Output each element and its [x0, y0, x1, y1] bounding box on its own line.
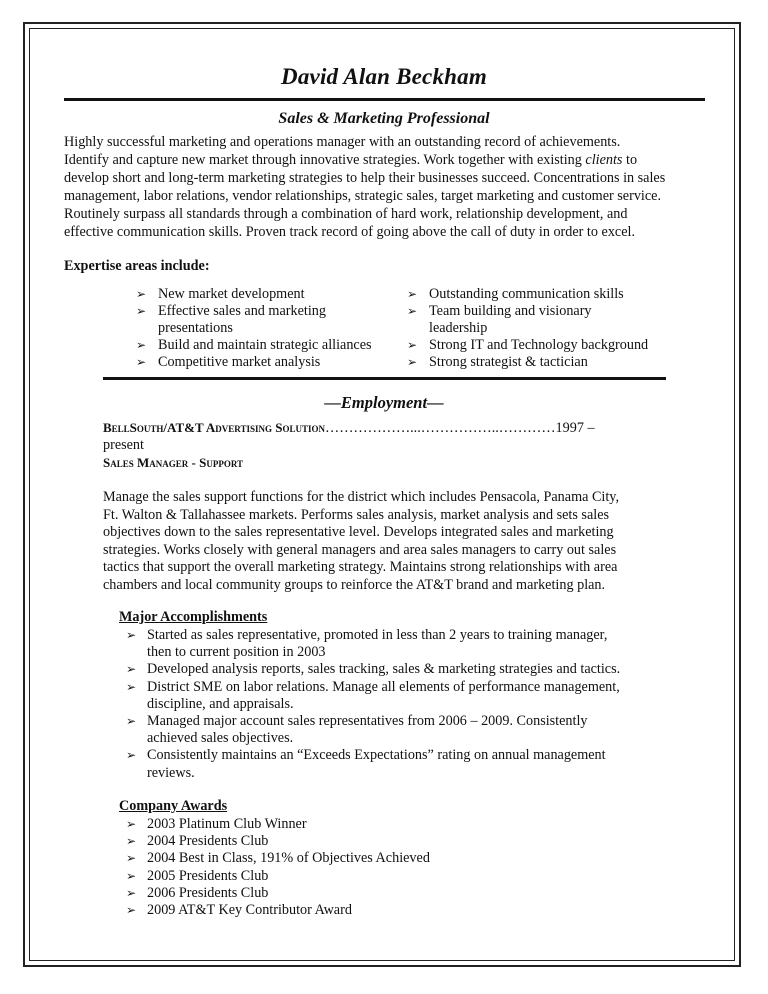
bullet-arrow-icon: ➢	[126, 679, 137, 694]
bullet-arrow-icon: ➢	[407, 355, 418, 369]
list-item: ➢ 2005 Presidents Club	[126, 867, 269, 884]
bullet-arrow-icon: ➢	[126, 662, 137, 677]
list-item: ➢ 2006 Presidents Club	[126, 884, 269, 901]
bullet-arrow-icon: ➢	[126, 868, 137, 883]
job-header	[103, 419, 683, 471]
job-description: Manage the sales support functions for the district which includes Pensacola, Panama City, Ft. Walton & Tallahassee markets. Performs sales analysis, market analysis and sets sales objectives down to the sales representative level. Develops integrated sales and marketing strategies. Works closely with general managers and area sales managers to carry out sales tactics that support the overall marketing strategy. Maintains strong relationships with area chambers and local community groups to reinforce the AT&T brand and marketing plan.	[103, 489, 620, 593]
bullet-arrow-icon: ➢	[126, 851, 137, 866]
summary-line: Routinely surpass all standards through a combination of hard work, relationship development, and	[64, 206, 628, 222]
list-item: ➢ Team building and visionary leadership	[407, 303, 592, 336]
list-item: ➢ Strong IT and Technology background	[407, 337, 649, 353]
bullet-arrow-icon: ➢	[126, 834, 137, 849]
list-item: ➢ Developed analysis reports, sales tracking, sales & marketing strategies and tactics.	[126, 661, 621, 678]
bullet-arrow-icon: ➢	[136, 304, 147, 318]
job-dates-end: present	[103, 437, 144, 453]
list-item: ➢ Effective sales and marketing presentations	[136, 303, 326, 336]
list-item: ➢ Strong strategist & tactician	[407, 354, 588, 370]
list-item: ➢ Build and maintain strategic alliances	[136, 337, 372, 353]
expertise-list-left	[136, 286, 396, 371]
resume-name: David Alan Beckham	[281, 64, 487, 89]
list-item: ➢ Outstanding communication skills	[407, 286, 624, 302]
employment-heading: —Employment—	[324, 393, 444, 412]
list-item: ➢ 2003 Platinum Club Winner	[126, 816, 307, 832]
summary-line: Highly successful marketing and operations manager with an outstanding record of achievements.	[64, 134, 621, 150]
list-item: ➢ 2009 AT&T Key Contributor Award	[126, 902, 352, 919]
bullet-arrow-icon: ➢	[407, 287, 418, 301]
summary-line: Identify and capture new market through innovative strategies. Work together with existing clients to	[64, 152, 638, 168]
awards-list	[119, 816, 539, 919]
bullet-arrow-icon: ➢	[126, 714, 137, 729]
bullet-arrow-icon: ➢	[407, 338, 418, 352]
job-dates: 1997 –	[555, 420, 595, 436]
bullet-arrow-icon: ➢	[136, 355, 147, 369]
summary-paragraph	[64, 133, 714, 241]
bullet-arrow-icon: ➢	[136, 287, 147, 301]
bullet-arrow-icon: ➢	[136, 338, 147, 352]
list-item: ➢ New market development	[136, 286, 305, 302]
expertise-heading: Expertise areas include:	[64, 258, 210, 274]
accomplishments-list	[119, 627, 679, 782]
job-title: Sales Manager - Support	[103, 455, 244, 470]
expertise-list-right	[407, 286, 697, 371]
bullet-arrow-icon: ➢	[126, 903, 137, 918]
header-divider	[64, 98, 705, 101]
bullet-arrow-icon: ➢	[126, 628, 137, 642]
summary-line: effective communication skills. Proven track record of going above the call of duty in order to excel.	[64, 224, 635, 240]
list-item: ➢ Managed major account sales representatives from 2006 – 2009. Consistently achieved sales objectives.	[126, 713, 588, 747]
accomplishments-heading: Major Accomplishments	[119, 609, 268, 625]
summary-line: management, labor relations, vendor relationships, strategic sales, target marketing and customer service.	[64, 188, 661, 204]
resume-subtitle: Sales & Marketing Professional	[278, 110, 490, 127]
list-item: ➢ 2004 Best in Class, 191% of Objectives Achieved	[126, 850, 430, 867]
bullet-arrow-icon: ➢	[126, 885, 137, 900]
list-item: ➢ District SME on labor relations. Manage all elements of performance management, discipline, and appraisals.	[126, 678, 620, 712]
section-divider	[103, 377, 666, 380]
list-item: ➢ 2004 Presidents Club	[126, 833, 269, 850]
bullet-arrow-icon: ➢	[407, 304, 418, 318]
list-item: ➢ Competitive market analysis	[136, 354, 321, 370]
summary-line: develop short and long-term marketing strategies to help their businesses succeed. Concentrations in sales	[64, 170, 666, 186]
awards-heading: Company Awards	[119, 798, 228, 814]
leader-dots: ………………...……………..…………	[325, 420, 556, 436]
bullet-arrow-icon: ➢	[126, 817, 137, 831]
list-item: ➢ Consistently maintains an “Exceeds Expectations” rating on annual management reviews.	[126, 747, 606, 781]
bullet-arrow-icon: ➢	[126, 748, 137, 763]
list-item: ➢ Started as sales representative, promoted in less than 2 years to training manager, then to current position in 2003	[126, 627, 608, 661]
company-name: BellSouth/AT&T Advertising Solution	[103, 420, 325, 435]
